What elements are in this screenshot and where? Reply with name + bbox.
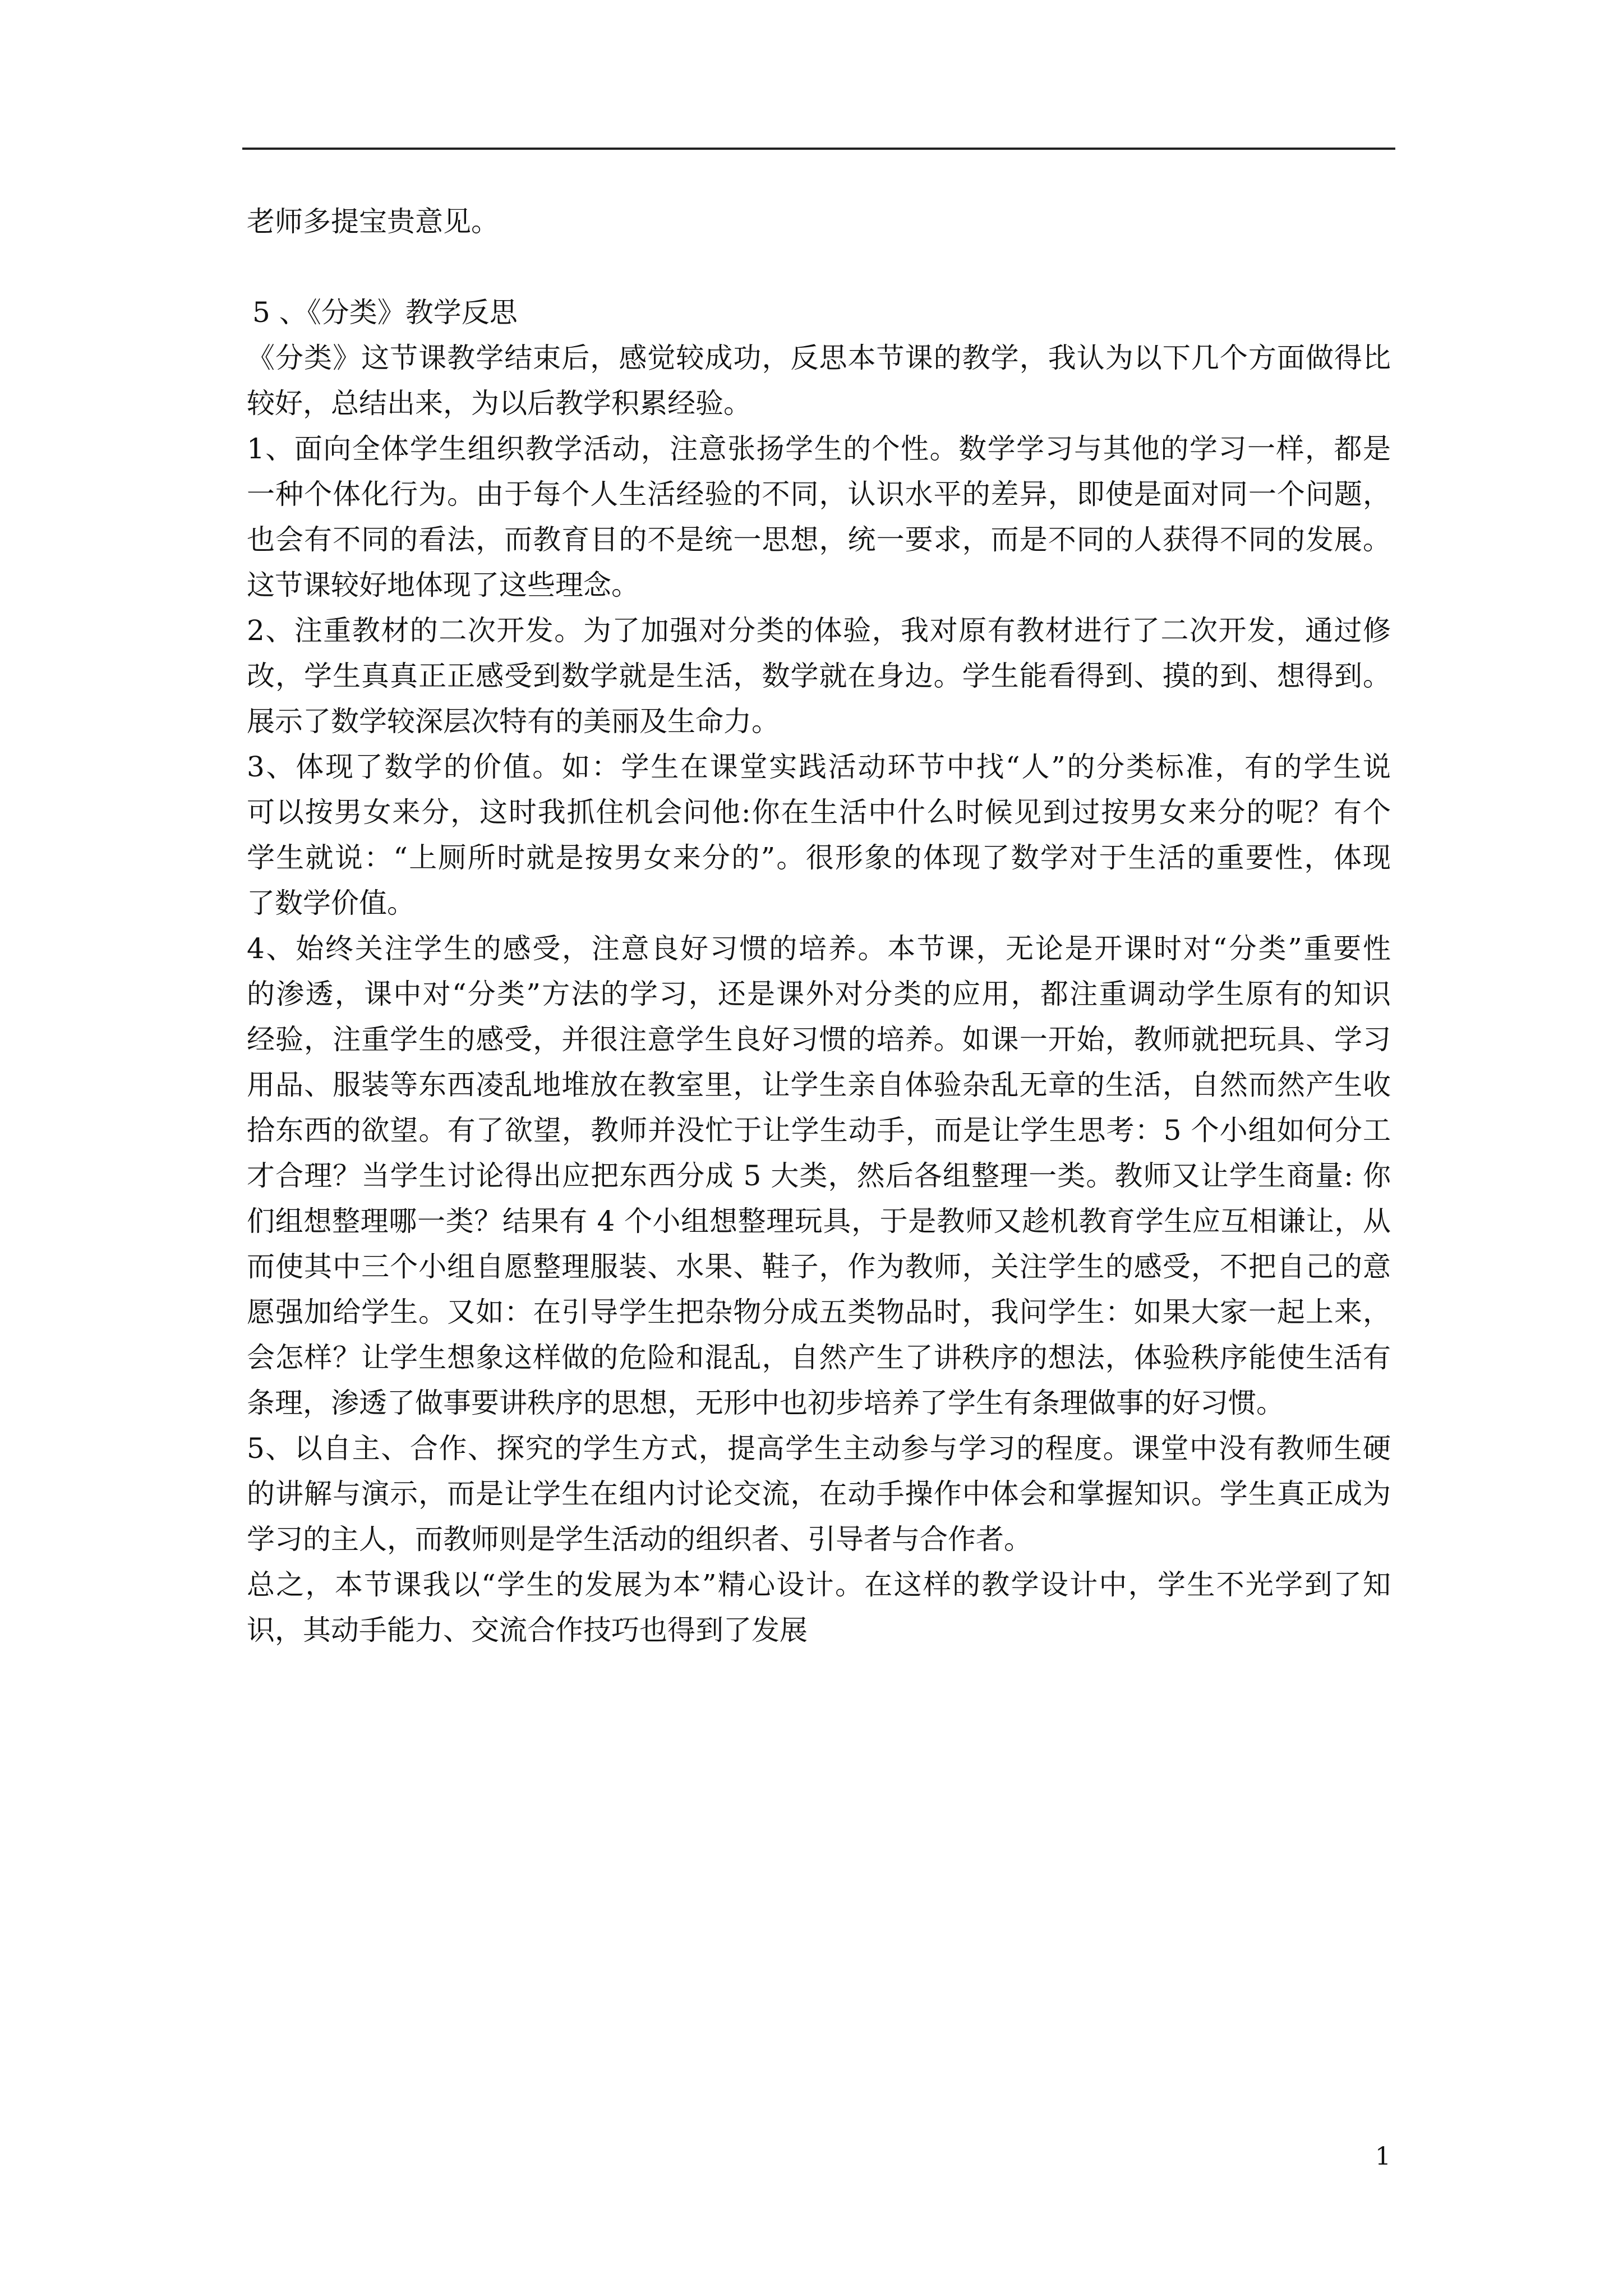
paragraph-line: 3、体现了数学的价值。如：学生在课堂实践活动环节中找“人”的分类标准，有的学生说 — [247, 751, 1391, 783]
paragraph-line: 用品、服装等东西凌乱地堆放在教室里，让学生亲自体验杂乱无章的生活，自然而然产生收 — [247, 1069, 1391, 1101]
paragraph-gap — [247, 245, 1391, 290]
paragraph-line: 的讲解与演示，而是让学生在组内讨论交流，在动手操作中体会和掌握知识。学生真正成为 — [247, 1478, 1391, 1510]
paragraph — [247, 1562, 1391, 1653]
paragraph-line: 5、以自主、合作、探究的学生方式，提高学生主动参与学习的程度。课堂中没有教师生硬 — [247, 1432, 1391, 1465]
paragraph-line: 识，其动手能力、交流合作技巧也得到了发展 — [247, 1614, 808, 1646]
paragraph-line: 一种个体化行为。由于每个人生活经验的不同，认识水平的差异，即使是面对同一个问题， — [247, 478, 1391, 510]
paragraph-line: 拾东西的欲望。有了欲望，教师并没忙于让学生动手，而是让学生思考：5 个小组如何分工 — [247, 1114, 1391, 1147]
paragraph-line: 的渗透，课中对“分类”方法的学习，还是课外对分类的应用，都注重调动学生原有的知识 — [247, 978, 1391, 1010]
paragraph-line: 会怎样？让学生想象这样做的危险和混乱，自然产生了讲秩序的想法，体验秩序能使生活有 — [247, 1341, 1391, 1374]
paragraph-line: 学习的主人，而教师则是学生活动的组织者、引导者与合作者。 — [247, 1523, 1032, 1556]
paragraph — [247, 426, 1391, 608]
paragraph-line: 经验，注重学生的感受，并很注意学生良好习惯的培养。如课一开始，教师就把玩具、学习 — [247, 1023, 1391, 1056]
paragraph-line: 条理，渗透了做事要讲秩序的思想，无形中也初步培养了学生有条理做事的好习惯。 — [247, 1387, 1284, 1419]
intro-tail: 老师多提宝贵意见。 — [247, 205, 499, 238]
paragraph-line: 《分类》这节课教学结束后，感觉较成功，反思本节课的教学，我认为以下几个方面做得比 — [247, 342, 1391, 374]
section-title: 5 、《分类》教学反思 — [252, 296, 518, 329]
paragraph-line: 才合理？当学生讨论得出应把东西分成 5 大类，然后各组整理一类。教师又让学生商量: 你 — [247, 1159, 1391, 1192]
paragraph-line: 4、始终关注学生的感受，注意良好习惯的培养。本节课，无论是开课时对“分类”重要性 — [247, 932, 1391, 965]
paragraph-line: 了数学价值。 — [247, 887, 415, 919]
paragraph-line: 可以按男女来分，这时我抓住机会问他:你在生活中什么时候见到过按男女来分的呢？有个 — [247, 796, 1391, 829]
paragraph-line: 们组想整理哪一类？结果有 4 个小组想整理玩具，于是教师又趁机教育学生应互相谦让，从 — [247, 1205, 1391, 1237]
paragraph-line: 也会有不同的看法，而教育目的不是统一思想，统一要求，而是不同的人获得不同的发展。 — [247, 523, 1391, 556]
paragraph — [247, 926, 1391, 1426]
paragraph-line: 这节课较好地体现了这些理念。 — [247, 569, 639, 601]
paragraph-line: 学生就说：“上厕所时就是按男女来分的”。很形象的体现了数学对于生活的重要性，体现 — [247, 841, 1391, 874]
paragraph-list — [247, 335, 1391, 1653]
paragraph-line: 1、面向全体学生组织教学活动，注意张扬学生的个性。数学学习与其他的学习一样，都是 — [247, 432, 1391, 465]
paragraph-line: 较好，总结出来，为以后教学积累经验。 — [247, 387, 751, 420]
paragraph — [247, 744, 1391, 926]
paragraph — [247, 608, 1391, 744]
paragraph-line: 展示了数学较深层次特有的美丽及生命力。 — [247, 705, 780, 738]
paragraph — [247, 335, 1391, 426]
paragraph-line: 总之，本节课我以“学生的发展为本”精心设计。在这样的教学设计中，学生不光学到了知 — [247, 1568, 1391, 1601]
header-rule — [242, 148, 1395, 150]
paragraph-line: 2、注重教材的二次开发。为了加强对分类的体验，我对原有教材进行了二次开发，通过修 — [247, 614, 1391, 647]
paragraph-line: 愿强加给学生。又如：在引导学生把杂物分成五类物品时，我问学生：如果大家一起上来， — [247, 1296, 1391, 1328]
paragraph-line: 而使其中三个小组自愿整理服装、水果、鞋子，作为教师，关注学生的感受，不把自己的意 — [247, 1250, 1391, 1283]
paragraph-line: 改，学生真真正正感受到数学就是生活，数学就在身边。学生能看得到、摸的到、想得到。 — [247, 660, 1391, 692]
document-body — [247, 199, 1391, 1653]
paragraph — [247, 1426, 1391, 1562]
page-number: 1 — [1375, 2142, 1391, 2171]
